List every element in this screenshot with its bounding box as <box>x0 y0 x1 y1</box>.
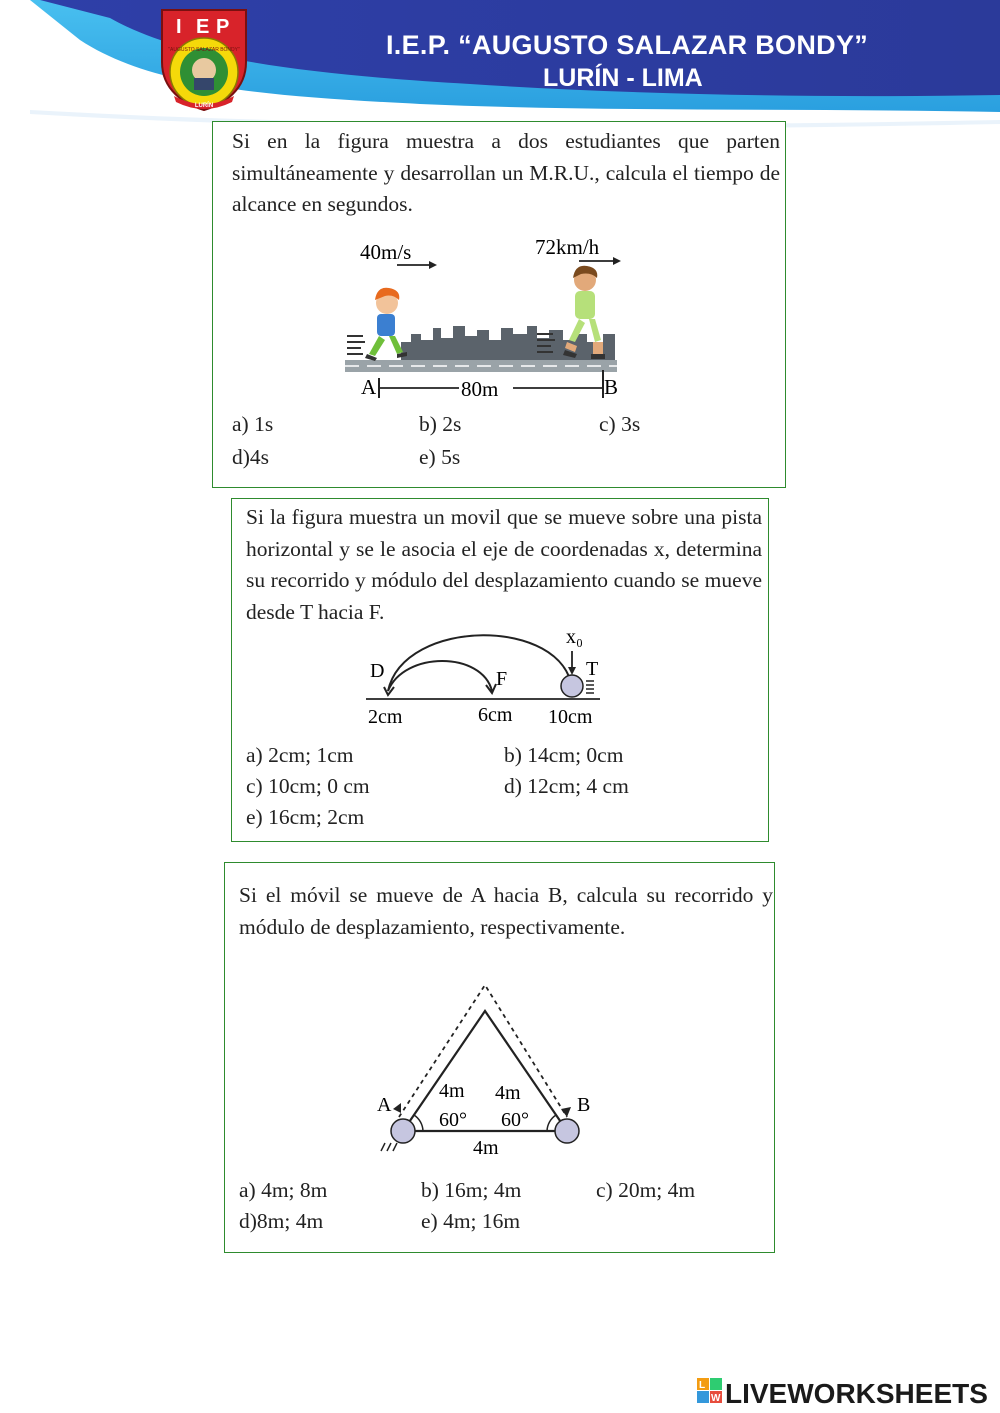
option-value: 5s <box>441 445 461 469</box>
ball-icon <box>561 675 583 697</box>
logo-letter-p: P <box>216 16 230 38</box>
question-3-figure <box>371 981 631 1181</box>
question-1-option-b[interactable] <box>419 412 461 437</box>
distance-label: 80m <box>461 377 499 401</box>
side-right-label: 4m <box>495 1082 521 1104</box>
point-b-label: B <box>604 375 619 399</box>
option-value: 16m; 4m <box>444 1178 522 1202</box>
point-t-label: T <box>586 658 599 680</box>
option-letter: e) <box>421 1209 438 1233</box>
option-value: 1s <box>254 412 274 436</box>
option-value: 16cm; 2cm <box>268 805 365 829</box>
speed-a-label: 40m/s <box>360 240 412 264</box>
tick-10cm-label: 10cm <box>548 706 593 728</box>
ball-a-icon <box>391 1119 415 1143</box>
liveworksheets-badge-icon <box>697 1376 725 1408</box>
option-value: 14cm; 0cm <box>527 743 624 767</box>
liveworksheets-brand[interactable]: LIVEWORKSHEETS <box>725 1378 988 1409</box>
point-b-label: B <box>577 1094 591 1116</box>
option-letter: a) <box>239 1178 256 1202</box>
badge-letter-w: W <box>711 1393 721 1404</box>
option-letter: b) <box>504 743 522 767</box>
option-value: 12cm; 4 cm <box>527 774 629 798</box>
option-letter: e) <box>419 445 436 469</box>
point-a-label: A <box>361 375 377 399</box>
logo-ribbon-top: "AUGUSTO SALAZAR BONDY" <box>168 47 240 53</box>
option-letter: b) <box>419 412 437 436</box>
option-letter: d) <box>504 774 522 798</box>
angle-right-label: 60° <box>501 1109 529 1131</box>
option-letter: c) <box>246 774 263 798</box>
question-2-figure <box>364 623 624 733</box>
question-3-option-c[interactable] <box>596 1178 695 1203</box>
logo-letter-e: E <box>196 16 210 38</box>
student-a-image <box>365 288 407 361</box>
option-value: 20m; 4m <box>618 1178 696 1202</box>
logo-ribbon-bottom: LURÍN <box>194 103 214 109</box>
side-left-label: 4m <box>439 1080 465 1102</box>
question-3-box <box>224 862 775 1253</box>
question-2-text: Si la figura muestra un movil que se mueve sobre una pista horizontal y se le asocia el eje de coordenadas x, determina su recorrido y módulo del desplazamiento cuando se mueve desde T hacia F. <box>246 505 762 624</box>
question-2-box <box>231 498 769 842</box>
option-value: 10cm; 0 cm <box>268 774 370 798</box>
question-1-option-e[interactable] <box>419 445 460 470</box>
ball-b-icon <box>555 1119 579 1143</box>
question-2-option-c[interactable] <box>246 774 370 799</box>
point-d-label: D <box>370 660 385 682</box>
x0-label: x₀ <box>566 626 583 648</box>
question-3-option-b[interactable] <box>421 1178 521 1203</box>
point-f-label: F <box>496 668 508 690</box>
tick-2cm-label: 2cm <box>368 706 403 728</box>
option-letter: d) <box>239 1209 257 1233</box>
question-1-figure <box>341 230 641 405</box>
option-letter: e) <box>246 805 263 829</box>
question-1-box <box>212 121 786 488</box>
speed-b-label: 72km/h <box>535 235 600 259</box>
base-label: 4m <box>473 1137 499 1159</box>
question-3-text: Si el móvil se mueve de A hacia B, calcula su recorrido y módulo de desplazamiento, respectivamente. <box>239 883 773 939</box>
badge-letter-l: L <box>699 1380 706 1391</box>
question-3-option-a[interactable] <box>239 1178 327 1203</box>
question-3-option-e[interactable] <box>421 1209 520 1234</box>
option-value: 4s <box>249 445 270 469</box>
option-letter: c) <box>596 1178 613 1202</box>
question-1-option-c[interactable] <box>599 412 640 437</box>
option-value: 4m; 8m <box>261 1178 328 1202</box>
tick-6cm-label: 6cm <box>478 704 513 726</box>
option-value: 2s <box>442 412 462 436</box>
question-3-option-d[interactable] <box>239 1209 323 1234</box>
option-letter: b) <box>421 1178 439 1202</box>
question-2-option-b[interactable] <box>504 743 623 768</box>
option-letter: a) <box>232 412 249 436</box>
question-1-option-d[interactable] <box>232 445 269 470</box>
option-letter: d) <box>232 445 250 469</box>
skyline-image <box>401 326 615 360</box>
school-name: I.E.P. “AUGUSTO SALAZAR BONDY” <box>386 30 869 60</box>
option-value: 8m; 4m <box>256 1209 324 1233</box>
question-1-option-a[interactable] <box>232 412 273 437</box>
angle-left-label: 60° <box>439 1109 467 1131</box>
option-value: 2cm; 1cm <box>268 743 354 767</box>
school-city: LURÍN - LIMA <box>543 64 703 92</box>
question-2-option-a[interactable] <box>246 743 353 768</box>
question-2-option-d[interactable] <box>504 774 629 799</box>
question-1-text: Si en la figura muestra a dos estudiantes que parten simultáneamente y desarrollan un M.R.U., calcula el tiempo de alcance en segundos. <box>232 129 780 216</box>
option-value: 3s <box>621 412 641 436</box>
option-letter: c) <box>599 412 616 436</box>
school-crest-logo <box>158 4 250 114</box>
option-letter: a) <box>246 743 263 767</box>
point-a-label: A <box>377 1094 392 1116</box>
question-2-option-e[interactable] <box>246 805 364 830</box>
logo-letter-i: I <box>176 16 182 38</box>
option-value: 4m; 16m <box>443 1209 521 1233</box>
